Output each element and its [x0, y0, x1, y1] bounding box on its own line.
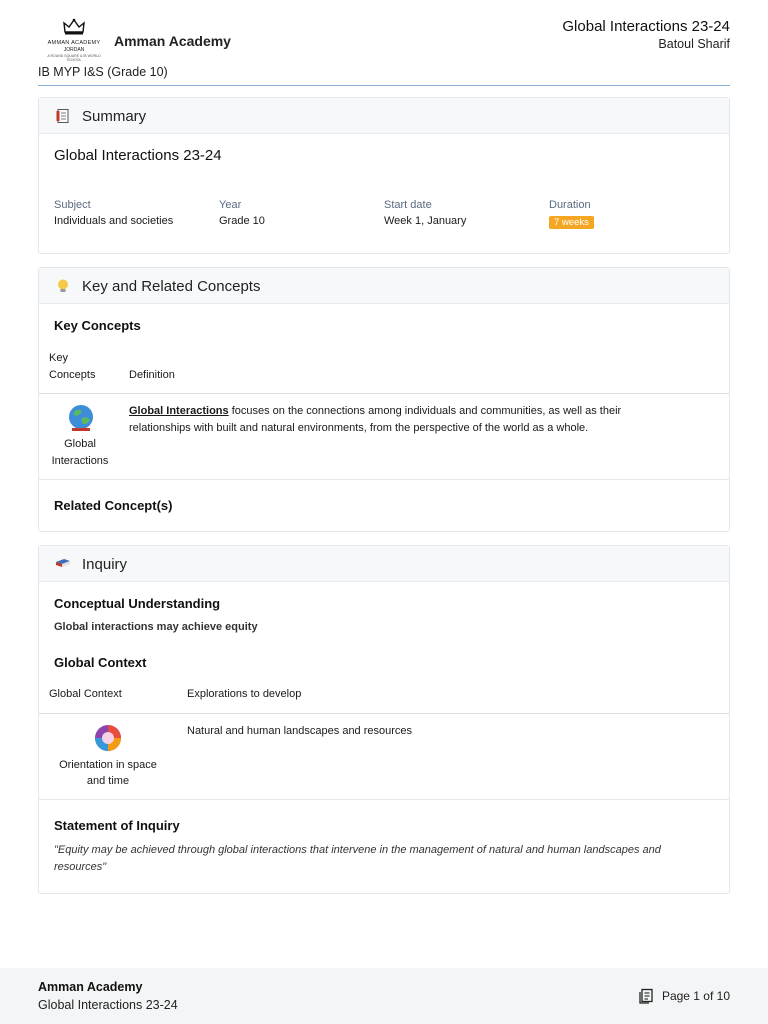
- document-icon: [55, 108, 71, 124]
- key-concepts-title: Key Concepts: [54, 318, 141, 333]
- swirl-icon: [93, 723, 123, 753]
- unit-title: Global Interactions 23-24: [54, 147, 222, 164]
- logo-text-line1: AMMAN ACADEMY: [47, 40, 101, 46]
- duration-badge: 7 weeks: [549, 216, 594, 229]
- header-divider: [38, 85, 730, 86]
- inquiry-card-header: [39, 546, 729, 582]
- document-title: Global Interactions 23-24: [562, 18, 730, 35]
- school-name: Amman Academy: [114, 33, 231, 49]
- context-name-line1: Orientation in space: [59, 759, 157, 771]
- column-key-concepts-line1: Key: [49, 352, 68, 364]
- summary-card: [38, 97, 730, 254]
- globe-icon: [66, 403, 96, 433]
- concept-name-line2: Interactions: [51, 455, 109, 467]
- subject-label: Subject: [54, 199, 91, 211]
- concepts-heading: Key and Related Concepts: [82, 278, 261, 295]
- concepts-card-header: [39, 268, 729, 304]
- concept-definition-line2: relationships with built and natural environments, from the perspective of the world as a whole.: [129, 422, 589, 434]
- concept-definition-term[interactable]: Global Interactions: [129, 405, 229, 417]
- column-key-concepts-line2: Concepts: [49, 369, 96, 381]
- page-indicator: Page 1 of 10: [661, 989, 730, 1003]
- conceptual-understanding-text: Global interactions may achieve equity: [54, 621, 258, 633]
- context-header-divider: [39, 713, 729, 714]
- statement-of-inquiry-title: Statement of Inquiry: [54, 818, 180, 833]
- lightbulb-icon: [55, 278, 71, 294]
- context-name-line2: and time: [86, 775, 130, 787]
- concepts-card: [38, 267, 730, 532]
- inquiry-card: [38, 545, 730, 894]
- logo-text-line2: JORDAN: [63, 47, 85, 53]
- column-explorations: Explorations to develop: [187, 688, 302, 700]
- summary-card-header: [39, 98, 729, 134]
- table-header-divider: [39, 393, 729, 394]
- course-name: IB MYP I&S (Grade 10): [38, 65, 168, 79]
- start-date-value: Week 1, January: [384, 215, 467, 227]
- column-global-context: Global Context: [49, 688, 122, 700]
- footer-document-title: Global Interactions 23-24: [38, 998, 178, 1012]
- related-concepts-title: Related Concept(s): [54, 498, 173, 513]
- book-icon: [55, 556, 71, 572]
- summary-heading: Summary: [82, 108, 147, 125]
- context-row-divider: [39, 799, 729, 800]
- page-footer: [0, 968, 768, 1024]
- year-value: Grade 10: [219, 215, 265, 227]
- document-author: Batoul Sharif: [658, 37, 730, 51]
- start-date-label: Start date: [384, 199, 432, 211]
- school-logo: [40, 18, 108, 62]
- inquiry-heading: Inquiry: [82, 556, 128, 573]
- statement-of-inquiry-text: [54, 842, 716, 876]
- subject-value: Individuals and societies: [54, 215, 174, 227]
- duration-label: Duration: [549, 199, 591, 211]
- exploration-text: Natural and human landscapes and resources: [187, 725, 413, 737]
- crown-logo-icon: [62, 18, 86, 36]
- column-definition: Definition: [129, 369, 175, 381]
- logo-text-line3: A ROUND SQUARE & IB WORLD SCHOOL: [47, 54, 101, 62]
- statement-of-inquiry-line1: "Equity may be achieved through global interactions that intervene in the management of natural and human landscapes and: [54, 844, 661, 856]
- concept-name-line1: Global: [64, 438, 96, 450]
- concept-definition: [129, 403, 719, 437]
- concept-definition-line1: focuses on the connections among individuals and communities, as well as their: [228, 405, 622, 417]
- pages-icon: [638, 988, 654, 1004]
- global-context-title: Global Context: [54, 655, 147, 670]
- page-header: [38, 14, 730, 64]
- conceptual-understanding-title: Conceptual Understanding: [54, 596, 221, 611]
- year-label: Year: [219, 199, 242, 211]
- concept-row-divider: [39, 479, 729, 480]
- footer-school-name: Amman Academy: [38, 980, 143, 994]
- statement-of-inquiry-line2: resources": [54, 861, 107, 873]
